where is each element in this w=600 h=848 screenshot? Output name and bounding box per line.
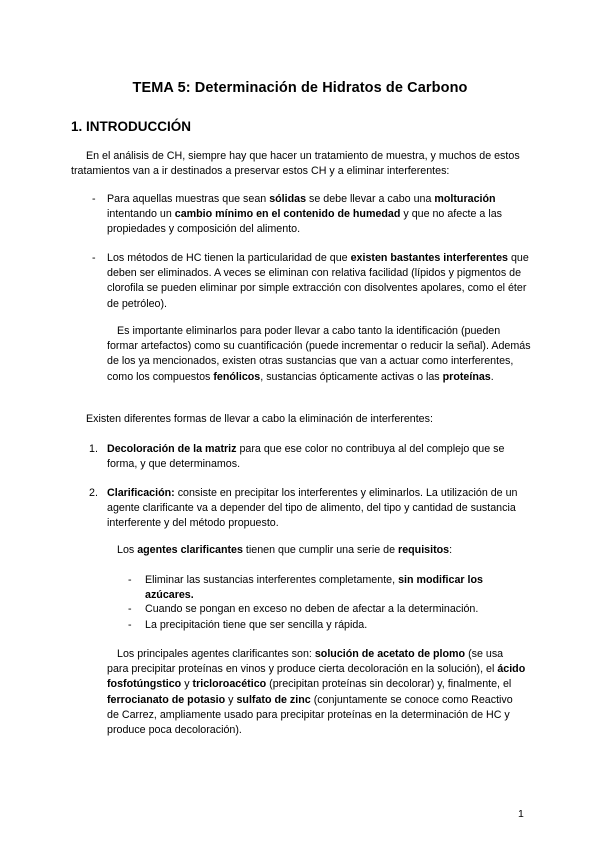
- page-number: 1: [518, 808, 524, 820]
- paragraph-importance: Es importante eliminarlos para poder llevar a cabo tanto la identificación (pueden formar artefactos) como su cuantificación (puede incrementar o reducir la señal). Además de los ya mencionados, existen otras sustancias que van a actuar como interferentes, como los compuestos fenólicos, sustancias ópticamente activas o las proteínas.: [107, 325, 531, 383]
- item-decoloracion: Decoloración de la matriz para que ese color no contribuya al del complejo que se forma, y que determinamos.: [107, 443, 505, 471]
- bullet-interferentes: Los métodos de HC tienen la particularidad de que existen bastantes interferentes que deben ser eliminados. A veces se eliminan con relativa facilidad (lípidos y pigmentos de clorofila se pueden eliminar por simple extracción con disolventes apolares, como el éter de petróleo).: [107, 252, 529, 310]
- list-number: 2.: [89, 487, 98, 499]
- sub-bullet-marker: -: [128, 574, 132, 586]
- item-clarificacion: Clarificación: consiste en precipitar los interferentes y eliminarlos. La utilización de un agente clarificante va a depender del tipo de alimento, del tipo y cantidad de sustancia interferente y del método propuesto.: [107, 487, 518, 530]
- list-number: 1.: [89, 443, 98, 455]
- requisito-exceso: Cuando se pongan en exceso no deben de afectar a la determinación.: [145, 603, 479, 615]
- requisito-precipitacion: La precipitación tiene que ser sencilla y rápida.: [145, 619, 368, 631]
- paragraph-requisitos: Los agentes clarificantes tienen que cumplir una serie de requisitos:: [117, 544, 453, 556]
- bullet-marker: -: [92, 252, 96, 264]
- sub-bullet-marker: -: [128, 619, 132, 631]
- bullet-solid-samples: Para aquellas muestras que sean sólidas se debe llevar a cabo una molturación intentando un cambio mínimo en el contenido de humedad y que no afecte a las propiedades y composición del alimento.: [107, 193, 503, 236]
- bullet-marker: -: [92, 193, 96, 205]
- requisito-eliminar: Eliminar las sustancias interferentes completamente, sin modificar los azúcares.: [145, 574, 483, 602]
- paragraph-ways: Existen diferentes formas de llevar a cabo la eliminación de interferentes:: [86, 413, 433, 425]
- intro-paragraph: En el análisis de CH, siempre hay que hacer un tratamiento de muestra, y muchos de estos tratamientos van a ir destinados a preservar estos CH y a eliminar interferentes:: [71, 150, 520, 178]
- document-title: TEMA 5: Determinación de Hidratos de Carbono: [132, 80, 468, 96]
- section-heading-introduccion: 1. INTRODUCCIÓN: [71, 119, 192, 134]
- paragraph-agentes-clarificantes: Los principales agentes clarificantes son: solución de acetato de plomo (se usa para precipitar proteínas en vinos y produce cierta decoloración en la solución), el ácido fosfotúngstico y tricloroacético (precipitan proteínas sin decolorar) y, finalmente, el ferrocianato de potasio y sulfato de zinc (conjuntamente se conoce como Reactivo de Carrez, ampliamente usado para precipitar proteínas en la determinación de HC y produce poca decoloración).: [107, 648, 526, 737]
- sub-bullet-marker: -: [128, 603, 132, 615]
